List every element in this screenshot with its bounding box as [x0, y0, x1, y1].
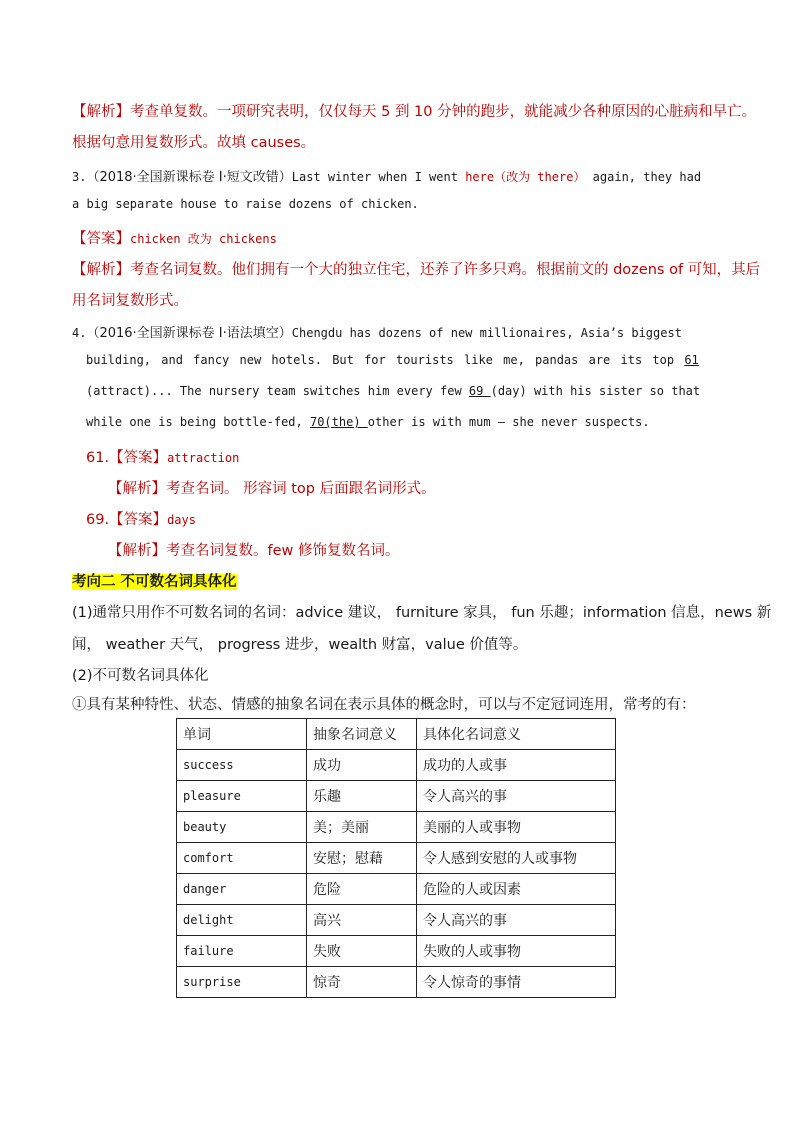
answer-text: chicken 改为 chickens — [130, 232, 277, 246]
word-cell: danger — [177, 874, 307, 905]
analysis-label: 【解析】 — [72, 104, 130, 120]
sentence-text: again, they had — [592, 170, 702, 184]
section2-paragraph2: (2)不可数名词具体化 — [72, 668, 209, 684]
analysis-label: 【解析】 — [108, 543, 166, 559]
correction-text: here（改为 there） — [465, 170, 586, 184]
table-row — [177, 874, 616, 905]
blank-61: 61 — [684, 353, 699, 367]
item4-passage-line4 — [86, 415, 650, 429]
word-cell: success — [177, 750, 307, 781]
abstract-meaning-cell: 危险 — [307, 874, 417, 905]
section-title: 考向二 不可数名词具体化 — [72, 574, 237, 590]
concrete-meaning-cell: 令人感到安慰的人或事物 — [417, 843, 616, 874]
item3-analysis-line1 — [72, 258, 760, 279]
abstract-meaning-cell: 乐趣 — [307, 781, 417, 812]
word-cell: surprise — [177, 967, 307, 998]
passage-text: Chengdu has dozens of new millionaires, Asia’s biggest — [291, 326, 682, 340]
table-row — [177, 936, 616, 967]
item4-passage-line3 — [86, 384, 700, 398]
passage-text: other is with mum — she never suspects. — [367, 415, 650, 429]
vocab-table — [176, 718, 616, 998]
analysis-text: 考查单复数。一项研究表明，仅仅每天 5 到 10 分钟的跑步，就能减少各种原因的心脏病和早亡。 — [130, 104, 757, 120]
table-row — [177, 843, 616, 874]
answer-text: attraction — [167, 451, 240, 465]
item-number: 3. — [72, 170, 87, 184]
word-cell: comfort — [177, 843, 307, 874]
item3-question-line2: a big separate house to raise dozens of chicken. — [72, 197, 419, 211]
passage-text: (attract)... The nursery team switches him every few — [86, 384, 462, 398]
section2-paragraph1-line1: (1)通常只用作不可数名词的名词：advice 建议， furniture 家具， fun 乐趣；information 信息，news 新 — [72, 605, 772, 621]
blank-70: 70(the) — [309, 415, 368, 429]
item4-passage-line1 — [72, 322, 682, 341]
concrete-meaning-cell: 令人惊奇的事情 — [417, 967, 616, 998]
q61-analysis — [108, 477, 436, 498]
analysis-text: 考查名词复数。few 修饰复数名词。 — [166, 543, 400, 559]
answer-label: 69.【答案】 — [86, 512, 168, 528]
abstract-meaning-cell: 惊奇 — [307, 967, 417, 998]
word-cell: pleasure — [177, 781, 307, 812]
item3-answer — [72, 227, 277, 248]
abstract-meaning-cell: 失败 — [307, 936, 417, 967]
answer-label: 61.【答案】 — [86, 450, 168, 466]
passage-text: building, and fancy new hotels. But for tourists like me, pandas are its top — [86, 353, 675, 367]
q61-answer — [86, 446, 239, 467]
word-cell: delight — [177, 905, 307, 936]
blank-69: 69 — [468, 384, 491, 398]
analysis-label: 【解析】 — [72, 262, 130, 278]
concrete-meaning-cell: 令人高兴的事 — [417, 781, 616, 812]
item2-analysis-line1 — [72, 100, 756, 121]
analysis-label: 【解析】 — [108, 481, 166, 497]
passage-text: (day) with his sister so that — [490, 384, 701, 398]
abstract-meaning-cell: 安慰；慰藉 — [307, 843, 417, 874]
concrete-meaning-cell: 危险的人或因素 — [417, 874, 616, 905]
table-header-cell: 抽象名词意义 — [307, 719, 417, 750]
word-cell: failure — [177, 936, 307, 967]
item4-passage-line2 — [86, 353, 699, 367]
table-header-cell: 具体化名词意义 — [417, 719, 616, 750]
table-header-cell: 单词 — [177, 719, 307, 750]
item2-analysis-line2: 根据句意用复数形式。故填 causes。 — [72, 135, 316, 151]
passage-text: while one is being bottle-fed, — [86, 415, 303, 429]
word-cell: beauty — [177, 812, 307, 843]
analysis-text: 考查名词复数。他们拥有一个大的独立住宅，还养了许多只鸡。根据前文的 dozens of 可知，其后 — [130, 262, 761, 278]
section-heading — [72, 570, 237, 591]
answer-label: 【答案】 — [72, 231, 130, 247]
abstract-meaning-cell: 美；美丽 — [307, 812, 417, 843]
concrete-meaning-cell: 令人高兴的事 — [417, 905, 616, 936]
item-source: （2016·全国新课标卷 I·语法填空） — [86, 326, 292, 341]
table-row — [177, 905, 616, 936]
table-row — [177, 967, 616, 998]
table-row — [177, 781, 616, 812]
sentence-text: Last winter when I went — [291, 170, 458, 184]
abstract-meaning-cell: 高兴 — [307, 905, 417, 936]
analysis-text: 考查名词。 形容词 top 后面跟名词形式。 — [166, 481, 436, 497]
answer-text: days — [167, 513, 196, 527]
concrete-meaning-cell: 美丽的人或事物 — [417, 812, 616, 843]
table-header-row — [177, 719, 616, 750]
abstract-meaning-cell: 成功 — [307, 750, 417, 781]
q69-answer — [86, 508, 196, 529]
concrete-meaning-cell: 成功的人或事 — [417, 750, 616, 781]
item3-analysis-line2: 用名词复数形式。 — [72, 293, 188, 309]
table-row — [177, 812, 616, 843]
q69-analysis — [108, 539, 400, 560]
section2-paragraph1-line2: 闻， weather 天气， progress 进步，wealth 财富，value 价值等。 — [72, 637, 528, 653]
item3-question-line1 — [72, 166, 701, 185]
table-row — [177, 750, 616, 781]
item-source: （2018·全国新课标卷 I·短文改错） — [86, 170, 292, 185]
concrete-meaning-cell: 失败的人或事物 — [417, 936, 616, 967]
section2-paragraph3: ①具有某种特性、状态、情感的抽象名词在表示具体的概念时，可以与不定冠词连用，常考的有： — [72, 697, 696, 713]
item-number: 4. — [72, 326, 87, 340]
